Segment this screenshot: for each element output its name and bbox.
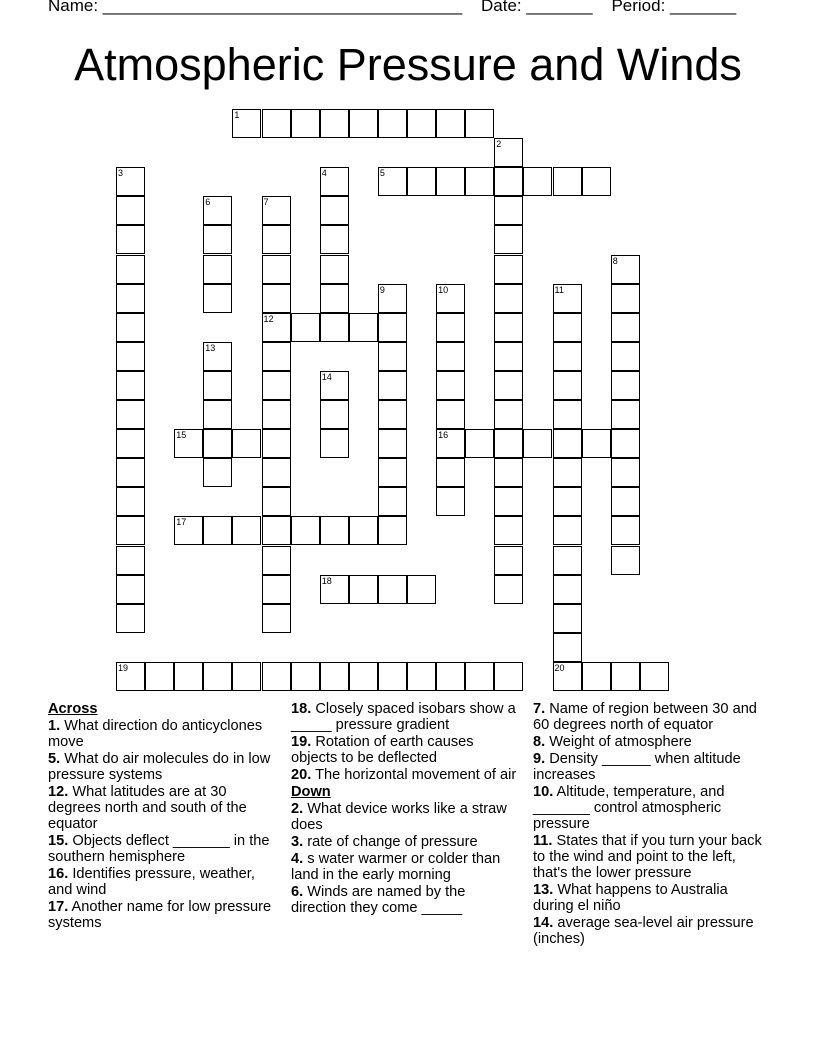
grid-cell[interactable] <box>494 429 523 458</box>
grid-cell[interactable] <box>494 313 523 342</box>
grid-cell[interactable] <box>262 371 291 400</box>
clue-item-number: 14. <box>533 915 554 931</box>
grid-cell[interactable] <box>116 167 145 196</box>
down-heading: Down <box>291 784 331 800</box>
grid-cell[interactable] <box>262 196 291 225</box>
clue-item-number: 19. <box>291 734 312 750</box>
grid-cell[interactable] <box>553 458 582 487</box>
grid-cell[interactable] <box>116 342 145 371</box>
grid-cell[interactable] <box>494 662 523 691</box>
grid-cell[interactable] <box>553 429 582 458</box>
grid-cell[interactable] <box>553 167 582 196</box>
clue-item-number: 16. <box>48 866 69 882</box>
clue-item-number: 18. <box>291 701 312 717</box>
grid-cell[interactable] <box>232 429 261 458</box>
grid-cell[interactable] <box>320 371 349 400</box>
clue-number: 7 <box>263 197 269 208</box>
grid-cell[interactable] <box>611 371 640 400</box>
grid-cell[interactable] <box>291 109 320 138</box>
grid-cell[interactable] <box>291 662 320 691</box>
grid-cell[interactable] <box>262 458 291 487</box>
grid-cell[interactable] <box>436 109 465 138</box>
grid-cell[interactable] <box>407 575 436 604</box>
grid-cell[interactable] <box>553 487 582 516</box>
grid-cell[interactable] <box>349 662 378 691</box>
grid-cell[interactable] <box>611 313 640 342</box>
grid-cell[interactable] <box>262 604 291 633</box>
clue-item <box>533 882 765 914</box>
grid-cell[interactable] <box>116 400 145 429</box>
grid-cell[interactable] <box>378 284 407 313</box>
clue-number: 6 <box>205 197 211 208</box>
grid-cell[interactable] <box>611 400 640 429</box>
grid-cell[interactable] <box>174 662 203 691</box>
grid-cell[interactable] <box>436 342 465 371</box>
grid-cell[interactable] <box>378 429 407 458</box>
clue-item <box>48 866 274 898</box>
grid-cell[interactable] <box>320 575 349 604</box>
grid-cell[interactable] <box>611 487 640 516</box>
grid-cell[interactable] <box>116 313 145 342</box>
clue-number: 2 <box>496 139 502 150</box>
date-field[interactable]: Date: _______ <box>480 0 593 15</box>
clue-number: 1 <box>234 110 240 120</box>
grid-cell[interactable] <box>494 167 523 196</box>
grid-cell[interactable] <box>116 196 145 225</box>
grid-cell[interactable] <box>349 109 378 138</box>
clue-item-text: Identifies pressure, weather, and wind <box>48 866 255 898</box>
grid-cell[interactable] <box>494 196 523 225</box>
grid-cell[interactable] <box>378 313 407 342</box>
grid-cell[interactable] <box>494 371 523 400</box>
grid-cell[interactable] <box>349 575 378 604</box>
clue-item <box>533 915 765 947</box>
clue-item-number: 17. <box>48 899 69 915</box>
grid-cell[interactable] <box>203 196 232 225</box>
clue-number: 5 <box>379 168 385 179</box>
grid-cell[interactable] <box>378 371 407 400</box>
clue-number: 19 <box>118 662 129 673</box>
grid-cell[interactable] <box>203 284 232 313</box>
clue-item-text: Rotation of earth causes objects to be deflected <box>291 734 474 766</box>
grid-cell[interactable] <box>145 662 174 691</box>
grid-cell[interactable] <box>582 167 611 196</box>
grid-cell[interactable] <box>232 662 261 691</box>
grid-cell[interactable] <box>465 662 494 691</box>
grid-cell[interactable] <box>262 429 291 458</box>
clue-item-number: 5. <box>48 751 61 767</box>
grid-cell[interactable] <box>320 284 349 313</box>
grid-cell[interactable] <box>553 313 582 342</box>
clues-column-3 <box>533 701 765 948</box>
grid-cell[interactable] <box>378 662 407 691</box>
grid-cell[interactable] <box>611 255 640 284</box>
grid-cell[interactable] <box>436 487 465 516</box>
grid-cell[interactable] <box>262 662 291 691</box>
clue-item-text: Density ______ when altitude increases <box>533 751 741 783</box>
grid-cell[interactable] <box>378 487 407 516</box>
grid-cell[interactable] <box>378 575 407 604</box>
grid-cell[interactable] <box>262 313 291 342</box>
clue-number: 4 <box>321 168 327 179</box>
clue-number: 9 <box>379 284 385 295</box>
clue-number: 20 <box>554 662 565 673</box>
clue-item-text: What latitudes are at 30 degrees north and south of the equator <box>48 784 247 832</box>
grid-cell[interactable] <box>203 516 232 545</box>
grid-cell[interactable] <box>553 284 582 313</box>
clue-item-number: 13. <box>533 882 554 898</box>
grid-cell[interactable] <box>611 429 640 458</box>
clue-item <box>533 701 765 733</box>
grid-cell[interactable] <box>262 487 291 516</box>
grid-cell[interactable] <box>436 284 465 313</box>
grid-cell[interactable] <box>203 371 232 400</box>
grid-cell[interactable] <box>553 575 582 604</box>
grid-cell[interactable] <box>262 342 291 371</box>
grid-cell[interactable] <box>465 429 494 458</box>
clue-number: 10 <box>438 284 449 295</box>
clue-item <box>291 801 517 833</box>
clue-item-text: What happens to Australia during el niño <box>533 882 728 914</box>
grid-cell[interactable] <box>582 429 611 458</box>
period-field[interactable]: Period: _______ <box>611 0 737 15</box>
grid-cell[interactable] <box>436 313 465 342</box>
clue-item <box>291 701 517 733</box>
grid-cell[interactable] <box>407 662 436 691</box>
clue-number: 8 <box>612 255 618 266</box>
grid-cell[interactable] <box>436 400 465 429</box>
clue-number: 3 <box>118 168 124 179</box>
grid-cell[interactable] <box>465 109 494 138</box>
clue-item <box>48 899 274 931</box>
grid-cell[interactable] <box>320 429 349 458</box>
grid-cell[interactable] <box>494 225 523 254</box>
grid-cell[interactable] <box>116 429 145 458</box>
grid-cell[interactable] <box>116 487 145 516</box>
clue-number: 14 <box>321 371 332 382</box>
grid-cell[interactable] <box>494 284 523 313</box>
clue-number: 12 <box>263 313 274 324</box>
grid-cell[interactable] <box>116 546 145 575</box>
clue-item <box>48 751 274 783</box>
clue-item-text: Winds are named by the direction they come _____ <box>291 884 466 916</box>
grid-cell[interactable] <box>494 458 523 487</box>
clue-number: 15 <box>176 430 187 441</box>
grid-cell[interactable] <box>262 255 291 284</box>
grid-cell[interactable] <box>407 167 436 196</box>
clue-item-number: 20. <box>291 767 312 783</box>
grid-cell[interactable] <box>349 313 378 342</box>
grid-cell[interactable] <box>291 516 320 545</box>
across-heading: Across <box>48 701 98 717</box>
clue-item-text: Objects deflect _______ in the southern hemisphere <box>48 833 270 865</box>
clue-item <box>291 734 517 766</box>
grid-cell[interactable] <box>611 662 640 691</box>
grid-cell[interactable] <box>611 516 640 545</box>
clue-item <box>533 833 765 881</box>
grid-cell[interactable] <box>378 167 407 196</box>
grid-cell[interactable] <box>494 342 523 371</box>
grid-cell[interactable] <box>640 662 669 691</box>
grid-cell[interactable] <box>494 575 523 604</box>
clue-item-number: 2. <box>291 801 304 817</box>
grid-cell[interactable] <box>320 225 349 254</box>
clue-item-text: Closely spaced isobars show a _____ pressure gradient <box>291 701 516 733</box>
clue-number: 18 <box>321 575 332 586</box>
grid-cell[interactable] <box>378 458 407 487</box>
clues-column-2 <box>291 701 517 917</box>
grid-cell[interactable] <box>203 342 232 371</box>
clue-item <box>533 784 765 832</box>
clue-item-number: 7. <box>533 701 546 717</box>
clue-item-number: 8. <box>533 734 546 750</box>
clue-item-text: rate of change of pressure <box>303 834 478 850</box>
grid-cell[interactable] <box>262 516 291 545</box>
grid-cell[interactable] <box>378 516 407 545</box>
name-field[interactable]: Name: ______________________________________ <box>48 0 463 15</box>
clue-item-text: Weight of atmosphere <box>545 734 692 750</box>
clue-item <box>291 834 517 850</box>
grid-cell[interactable] <box>174 516 203 545</box>
grid-cell[interactable] <box>262 546 291 575</box>
clue-item-number: 6. <box>291 884 304 900</box>
grid-cell[interactable] <box>320 662 349 691</box>
grid-cell[interactable] <box>582 662 611 691</box>
grid-cell[interactable] <box>523 167 552 196</box>
grid-cell[interactable] <box>349 516 378 545</box>
grid-cell[interactable] <box>494 400 523 429</box>
grid-cell[interactable] <box>494 487 523 516</box>
clue-item <box>533 734 765 750</box>
grid-cell[interactable] <box>436 167 465 196</box>
grid-cell[interactable] <box>611 458 640 487</box>
grid-cell[interactable] <box>262 400 291 429</box>
grid-cell[interactable] <box>436 371 465 400</box>
grid-cell[interactable] <box>465 167 494 196</box>
grid-cell[interactable] <box>436 662 465 691</box>
grid-cell[interactable] <box>320 255 349 284</box>
grid-cell[interactable] <box>116 458 145 487</box>
grid-cell[interactable] <box>494 255 523 284</box>
clue-item <box>291 767 517 783</box>
grid-cell[interactable] <box>262 284 291 313</box>
grid-cell[interactable] <box>523 429 552 458</box>
grid-cell[interactable] <box>262 575 291 604</box>
clue-item-number: 11. <box>533 833 553 849</box>
grid-cell[interactable] <box>116 604 145 633</box>
clue-item-text: What do air molecules do in low pressure systems <box>48 751 271 783</box>
grid-cell[interactable] <box>553 371 582 400</box>
grid-cell[interactable] <box>116 371 145 400</box>
grid-cell[interactable] <box>436 458 465 487</box>
grid-cell[interactable] <box>378 400 407 429</box>
grid-cell[interactable] <box>203 662 232 691</box>
grid-cell[interactable] <box>116 225 145 254</box>
grid-cell[interactable] <box>203 255 232 284</box>
grid-cell[interactable] <box>320 516 349 545</box>
grid-cell[interactable] <box>553 633 582 662</box>
clue-item-text: Altitude, temperature, and _______ control atmospheric pressure <box>533 784 725 832</box>
grid-cell[interactable] <box>611 546 640 575</box>
grid-cell[interactable] <box>378 109 407 138</box>
clue-item-number: 3. <box>291 834 304 850</box>
grid-cell[interactable] <box>320 167 349 196</box>
grid-cell[interactable] <box>320 109 349 138</box>
clue-item-text: s water warmer or colder than land in the early morning <box>291 851 501 883</box>
grid-cell[interactable] <box>553 662 582 691</box>
grid-cell[interactable] <box>203 400 232 429</box>
grid-cell[interactable] <box>232 516 261 545</box>
clue-item-number: 15. <box>48 833 69 849</box>
grid-cell[interactable] <box>494 516 523 545</box>
grid-cell[interactable] <box>553 546 582 575</box>
clue-item <box>291 851 517 883</box>
grid-cell[interactable] <box>291 313 320 342</box>
grid-cell[interactable] <box>494 138 523 167</box>
grid-cell[interactable] <box>203 225 232 254</box>
clue-item-number: 1. <box>48 718 61 734</box>
clue-number: 17 <box>176 517 187 528</box>
clue-item <box>48 718 274 750</box>
grid-cell[interactable] <box>320 400 349 429</box>
grid-cell[interactable] <box>116 575 145 604</box>
clue-item <box>533 751 765 783</box>
clue-item-number: 4. <box>291 851 304 867</box>
grid-cell[interactable] <box>553 342 582 371</box>
grid-cell[interactable] <box>553 516 582 545</box>
grid-cell[interactable] <box>116 516 145 545</box>
clue-item-text: Another name for low pressure systems <box>48 899 272 931</box>
clue-number: 13 <box>205 342 216 353</box>
grid-cell[interactable] <box>436 429 465 458</box>
grid-cell[interactable] <box>203 458 232 487</box>
grid-cell[interactable] <box>174 429 203 458</box>
clue-item-number: 12. <box>48 784 69 800</box>
clue-item-text: Name of region between 30 and 60 degrees north of equator <box>533 701 757 733</box>
grid-cell[interactable] <box>553 400 582 429</box>
grid-cell[interactable] <box>116 662 145 691</box>
clue-item-text: What device works like a straw does <box>291 801 507 833</box>
puzzle-title: Atmospheric Pressure and Winds <box>74 39 742 90</box>
grid-cell[interactable] <box>320 196 349 225</box>
clue-item-text: The horizontal movement of air <box>311 767 517 783</box>
grid-cell[interactable] <box>553 604 582 633</box>
clue-item-text: States that if you turn your back to the wind and point to the left, that's the lower pressure <box>533 833 762 881</box>
grid-cell[interactable] <box>116 284 145 313</box>
clue-item <box>48 833 274 865</box>
grid-cell[interactable] <box>262 109 291 138</box>
clue-item-number: 9. <box>533 751 546 767</box>
grid-cell[interactable] <box>262 225 291 254</box>
grid-cell[interactable] <box>611 342 640 371</box>
grid-cell[interactable] <box>232 109 261 138</box>
grid-cell[interactable] <box>203 429 232 458</box>
grid-cell[interactable] <box>116 255 145 284</box>
clue-number: 11 <box>554 284 564 295</box>
clue-number: 16 <box>438 430 449 441</box>
grid-cell[interactable] <box>407 109 436 138</box>
clue-item-text: average sea-level air pressure (inches) <box>533 915 754 947</box>
grid-cell[interactable] <box>378 342 407 371</box>
clue-item-number: 10. <box>533 784 554 800</box>
grid-cell[interactable] <box>494 546 523 575</box>
grid-cell[interactable] <box>611 284 640 313</box>
clue-item <box>48 784 274 832</box>
grid-cell[interactable] <box>320 313 349 342</box>
clue-item-text: What direction do anticyclones move <box>48 718 263 750</box>
clues-column-1 <box>48 701 274 932</box>
clue-item <box>291 884 517 916</box>
